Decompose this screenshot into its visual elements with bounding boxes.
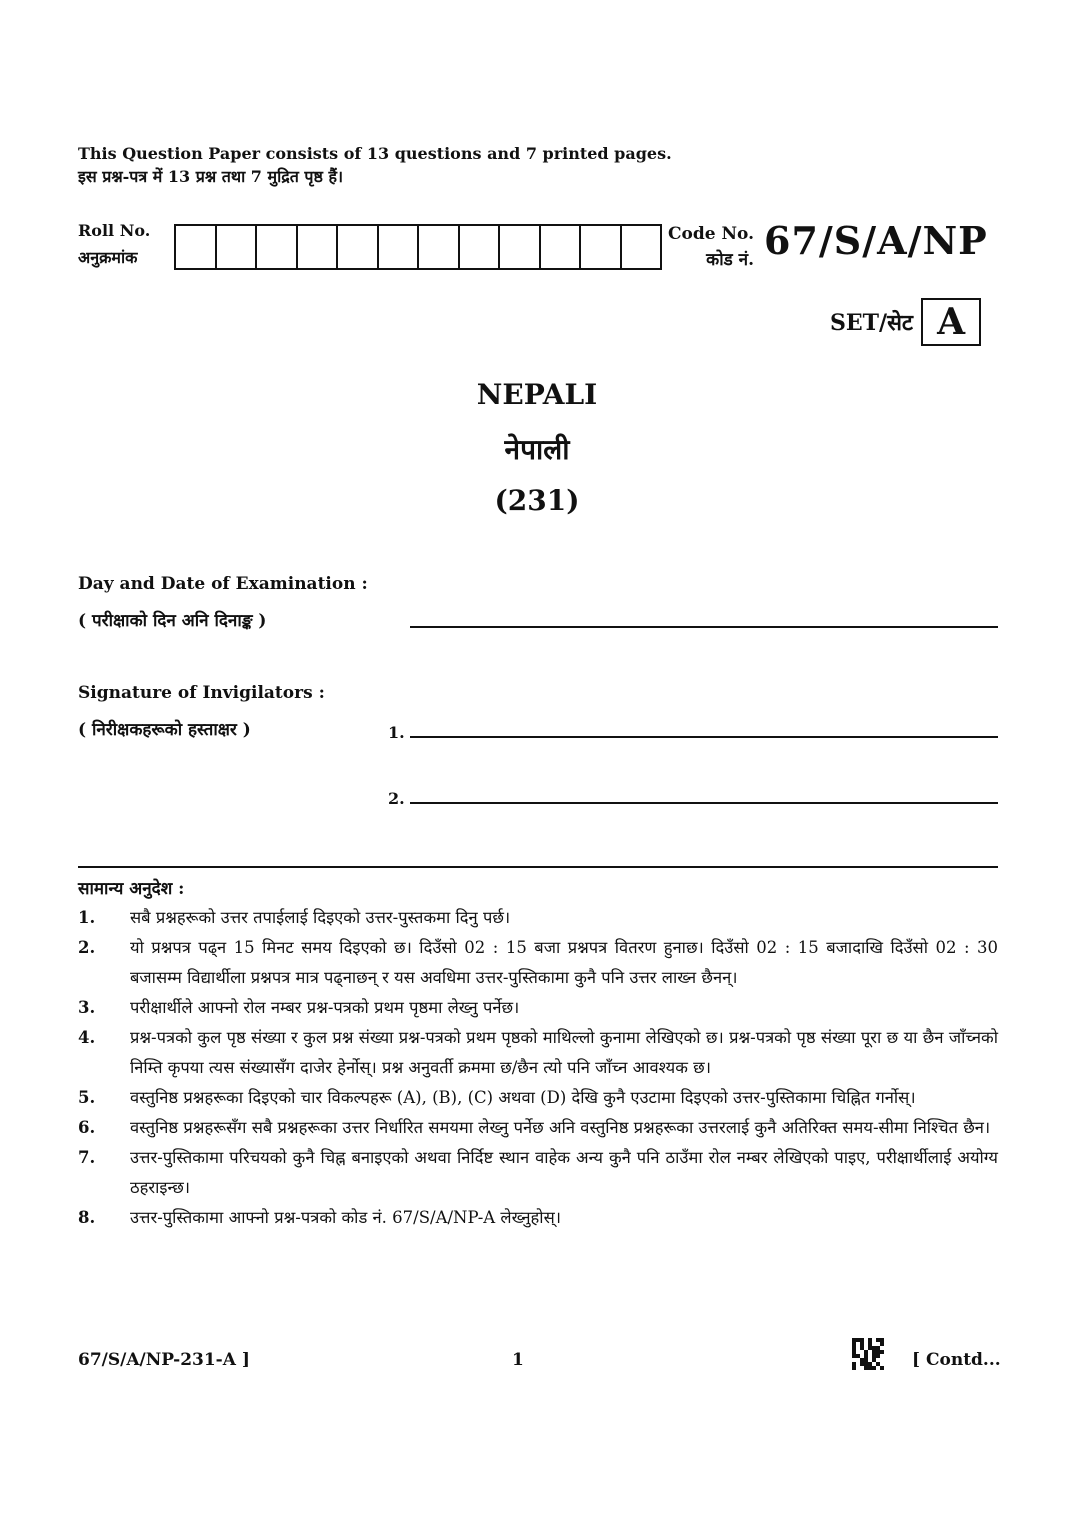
- roll-digit-box[interactable]: [500, 226, 541, 268]
- set-indicator: [830, 298, 981, 346]
- roll-digit-box[interactable]: [460, 226, 501, 268]
- instruction-text: वस्तुनिष्ठ प्रश्नहरूका दिइएको चार विकल्पहरू (A), (B), (C) अथवा (D) देखि कुनै एउटामा दिइएको उत्तर-पुस्तिकामा चिह्नित गर्नोस्।: [130, 1088, 916, 1107]
- instruction-number: 1.: [78, 908, 96, 927]
- instructions-list: [78, 903, 998, 1233]
- section-divider: [78, 866, 998, 868]
- roll-digit-box[interactable]: [338, 226, 379, 268]
- roll-number-boxes[interactable]: [174, 224, 662, 270]
- subject-code: (231): [494, 484, 580, 517]
- paper-info-hi: इस प्रश्न-पत्र में 13 प्रश्न तथा 7 मुद्रित पृष्ठ हैं।: [78, 167, 344, 186]
- roll-label-hi: अनुक्रमांक: [78, 248, 138, 267]
- instruction-text: प्रश्न-पत्रको कुल पृष्ठ संख्या र कुल प्रश्न संख्या प्रश्न-पत्रको प्रथम पृष्ठको माथिल्लो कुनामा लेखिएको छ। प्रश्न-पत्रको पृष्ठ संख्या पूरा छ या छैन जाँच्नको निम्ति कृपया त्यस संख्यासँग दाजेर हेर्नोस्। प्रश्न अनुवर्ती क्रममा छ/छैन त्यो पनि जाँच्न आवश्यक छ।: [130, 1028, 998, 1077]
- instruction-item: [78, 1203, 998, 1233]
- paper-info-en: This Question Paper consists of 13 questions and 7 printed pages.: [78, 144, 672, 163]
- roll-digit-box[interactable]: [541, 226, 582, 268]
- roll-digit-box[interactable]: [419, 226, 460, 268]
- code-label-hi: कोड नं.: [706, 250, 754, 270]
- instruction-item: [78, 933, 998, 993]
- instruction-number: 2.: [78, 938, 96, 957]
- invigilator-label-np: ( निरीक्षकहरूको हस्ताक्षर ): [78, 720, 251, 740]
- instruction-text: सबै प्रश्नहरूको उत्तर तपाईलाई दिइएको उत्तर-पुस्तकमा दिनु पर्छ।: [130, 908, 511, 927]
- instruction-item: [78, 1023, 998, 1083]
- invigilator-1-number: 1.: [388, 723, 405, 742]
- set-value: A: [921, 298, 981, 346]
- instructions-heading: सामान्य अनुदेश :: [78, 879, 185, 899]
- instruction-text: उत्तर-पुस्तिकामा परिचयको कुनै चिह्न बनाइएको अथवा निर्दिष्ट स्थान वाहेक अन्य कुनै पनि ठाउँमा रोल नम्बर लेखिएको पाइए, परीक्षार्थीलाई अयोग्य ठहराइन्छ।: [130, 1148, 998, 1197]
- roll-label-en: Roll No.: [78, 221, 151, 240]
- roll-digit-box[interactable]: [622, 226, 661, 268]
- instruction-number: 8.: [78, 1208, 96, 1227]
- exam-date-label-np: ( परीक्षाको दिन अनि दिनाङ्क ): [78, 611, 267, 631]
- exam-date-label-en: Day and Date of Examination :: [78, 574, 368, 594]
- invigilator-2-number: 2.: [388, 789, 405, 808]
- instruction-number: 3.: [78, 998, 96, 1017]
- set-label: SET/सेट: [830, 310, 914, 336]
- instruction-text: वस्तुनिष्ठ प्रश्नहरूसँग सबै प्रश्नहरूका उत्तर निर्धारित समयमा लेख्नु पर्नेछ अनि वस्तुनिष्ठ प्रश्नहरूका उत्तरलाई कुनै अतिरिक्त समय-सीमा निश्चित छैन।: [130, 1118, 991, 1137]
- roll-digit-box[interactable]: [217, 226, 258, 268]
- footer-code: 67/S/A/NP-231-A ]: [78, 1350, 250, 1370]
- instruction-number: 4.: [78, 1028, 96, 1047]
- instruction-item: [78, 993, 998, 1023]
- subject-title-en: NEPALI: [476, 378, 598, 411]
- roll-digit-box[interactable]: [257, 226, 298, 268]
- subject-title-np: नेपाली: [504, 433, 570, 466]
- instruction-item: [78, 1113, 998, 1143]
- roll-digit-box[interactable]: [581, 226, 622, 268]
- roll-digit-box[interactable]: [298, 226, 339, 268]
- qr-code-icon: [852, 1338, 884, 1370]
- invigilator-2-line[interactable]: [410, 802, 998, 804]
- page-number: 1: [512, 1350, 524, 1370]
- roll-digit-box[interactable]: [379, 226, 420, 268]
- invigilator-label-en: Signature of Invigilators :: [78, 683, 325, 703]
- instruction-text: परीक्षार्थीले आफ्नो रोल नम्बर प्रश्न-पत्रको प्रथम पृष्ठमा लेख्नु पर्नेछ।: [130, 998, 520, 1017]
- instruction-number: 6.: [78, 1118, 96, 1137]
- continued-label: [ Contd...: [912, 1350, 1001, 1370]
- instruction-item: [78, 1143, 998, 1203]
- instruction-number: 5.: [78, 1088, 96, 1107]
- code-label-en: Code No.: [668, 224, 754, 244]
- instruction-text: यो प्रश्नपत्र पढ्न 15 मिनट समय दिइएको छ। दिउँसो 02 : 15 बजा प्रश्नपत्र वितरण हुनाछ। दिउँसो 02 : 15 बजादाखि दिउँसो 02 : 30 बजासम्म विद्यार्थीला प्रश्नपत्र मात्र पढ्नाछन् र यस अवधिमा उत्तर-पुस्तिकामा कुनै पनि उत्तर लाख्न छैनन्।: [130, 938, 998, 987]
- code-number: 67/S/A/NP: [764, 218, 988, 263]
- instruction-number: 7.: [78, 1148, 96, 1167]
- instruction-item: [78, 1083, 998, 1113]
- invigilator-1-line[interactable]: [410, 736, 998, 738]
- instruction-item: [78, 903, 998, 933]
- instruction-text: उत्तर-पुस्तिकामा आफ्नो प्रश्न-पत्रको कोड नं. 67/S/A/NP-A लेख्नुहोस्।: [130, 1208, 561, 1227]
- roll-digit-box[interactable]: [176, 226, 217, 268]
- exam-date-line[interactable]: [410, 626, 998, 628]
